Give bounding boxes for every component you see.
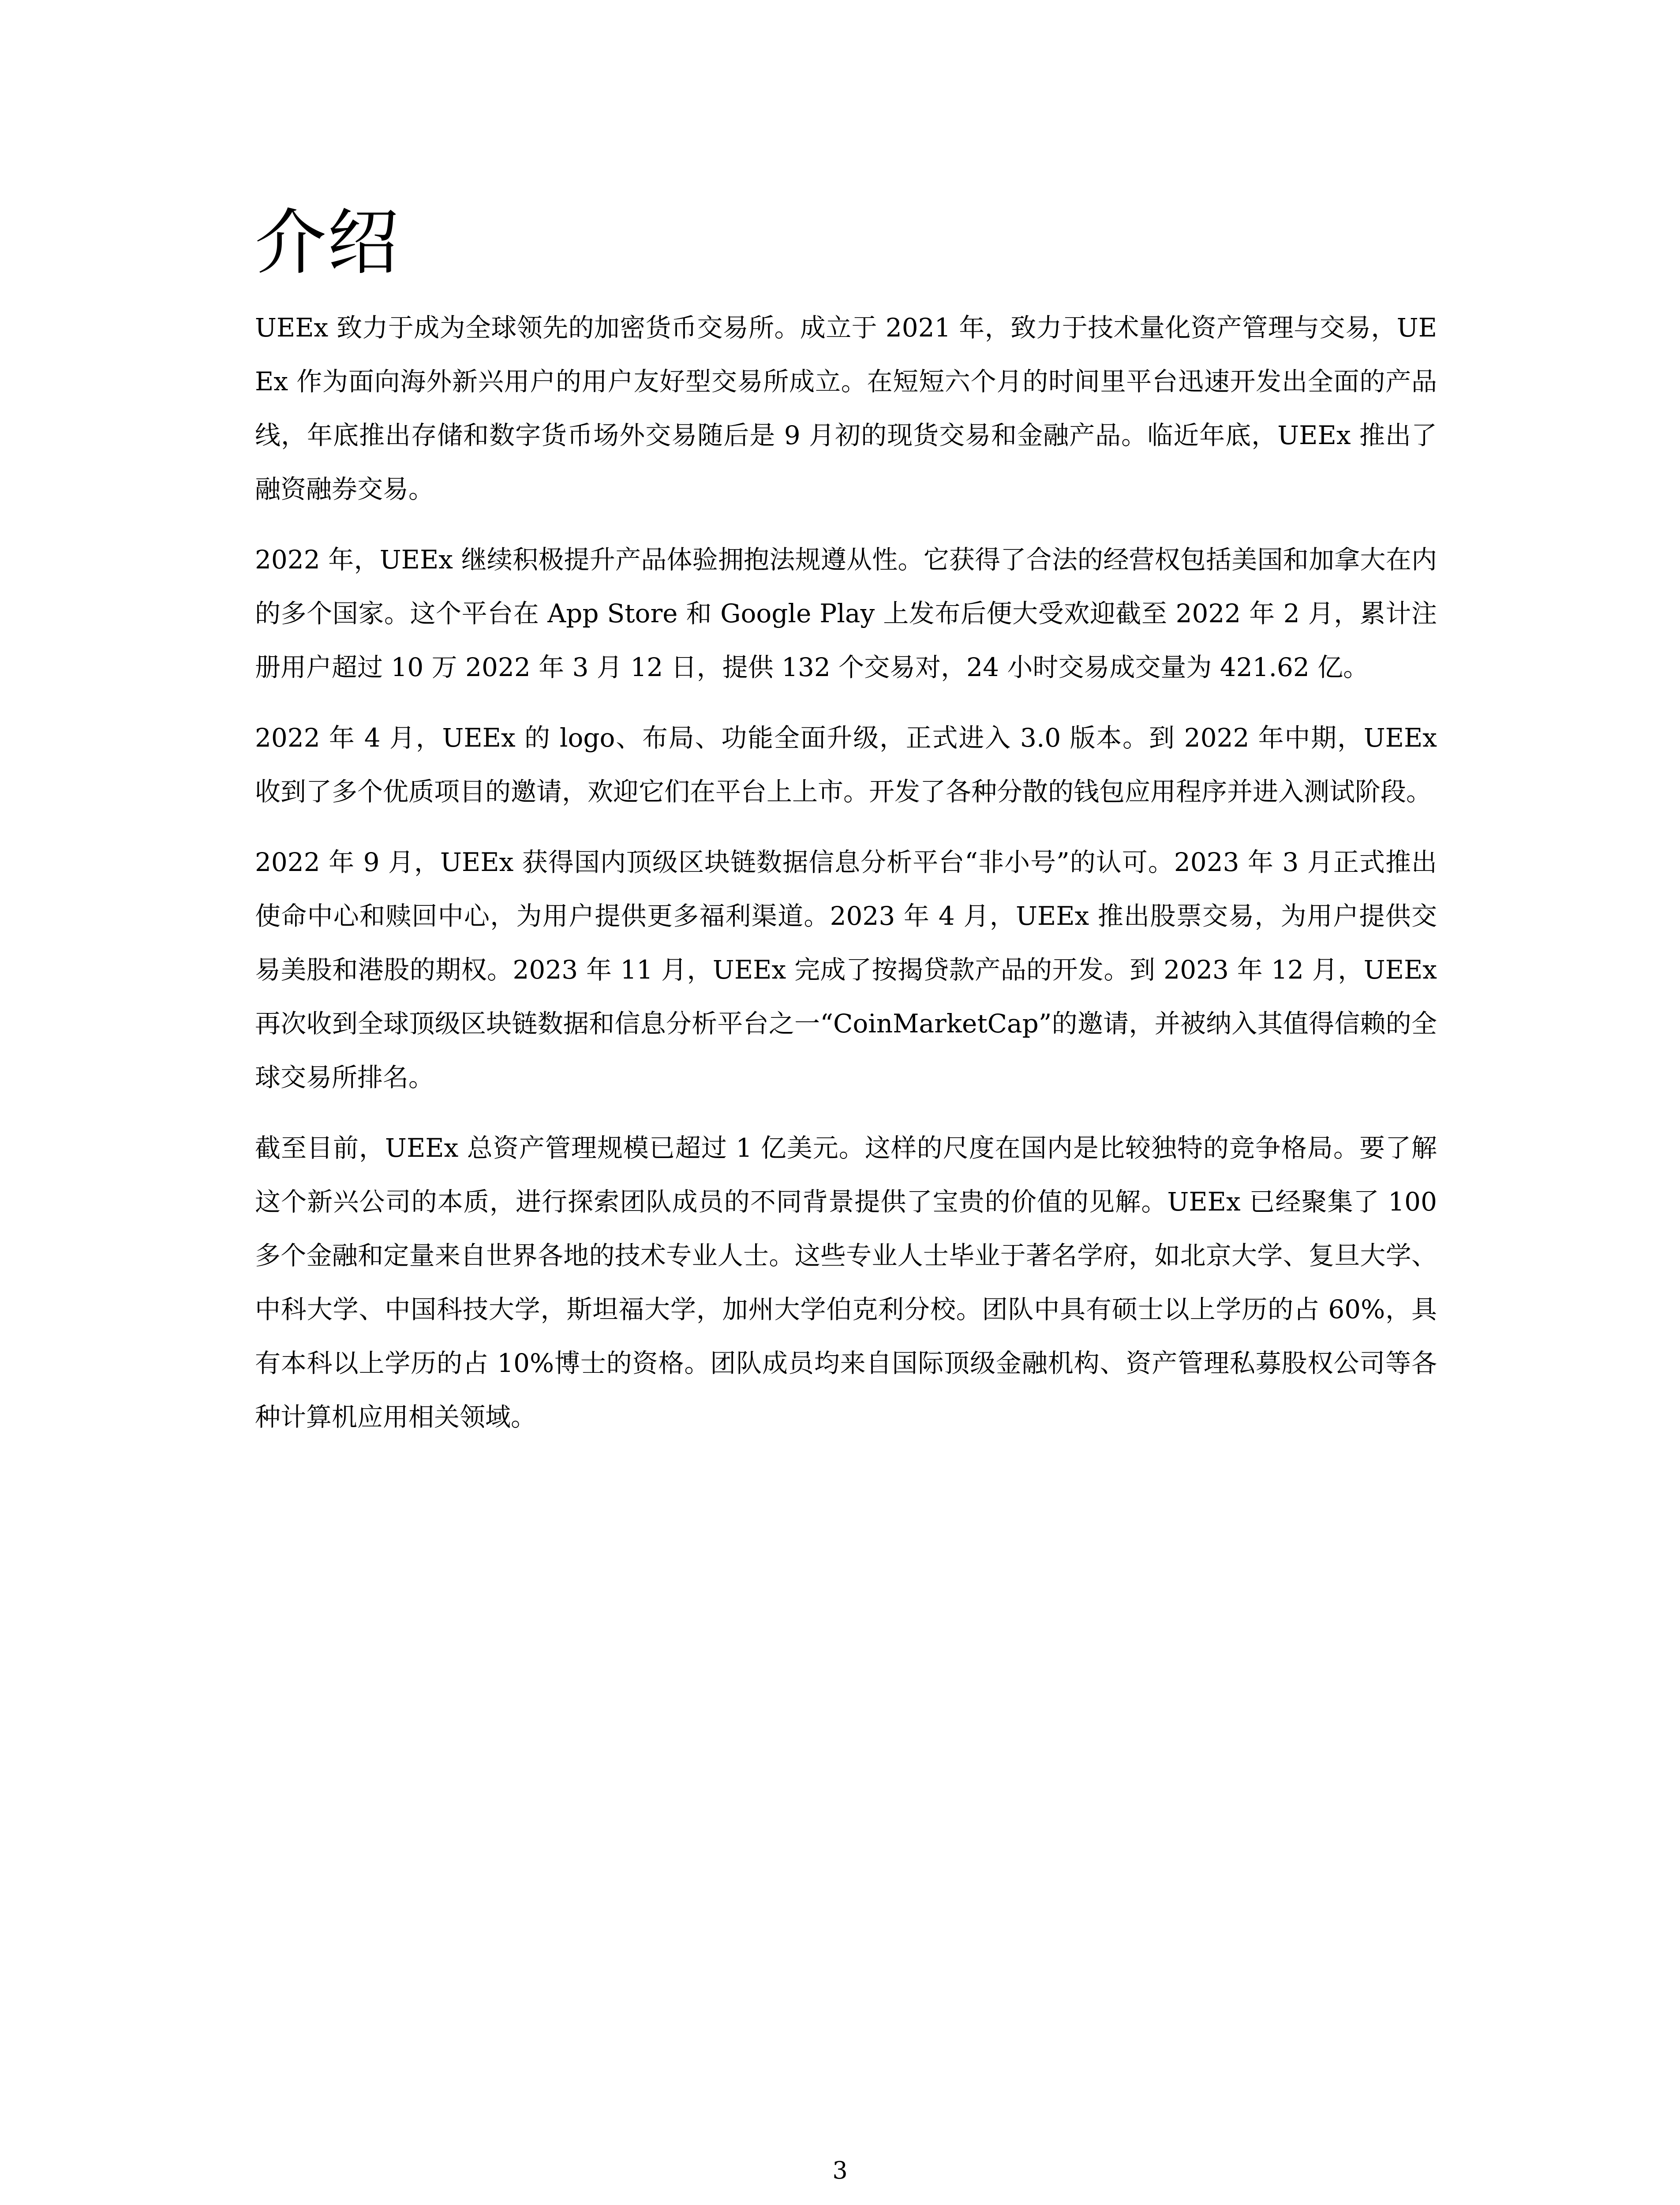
- page-number: 3: [832, 2156, 848, 2184]
- page-title: 介绍: [255, 202, 400, 284]
- paragraph-3: 2022 年 4 月，UEEx 的 logo、布局、功能全面升级，正式进入 3.0 版本。到 2022 年中期，UEEx 收到了多个优质项目的邀请，欢迎它们在平台上上市。开发了各种分散的钱包应用程序并进入测试阶段。: [255, 723, 1437, 807]
- paragraph-1: UEEx 致力于成为全球领先的加密货币交易所。成立于 2021 年，致力于技术量化资产管理与交易，UEEx 作为面向海外新兴用户的用户友好型交易所成立。在短短六个月的时间里平台迅速开发出全面的产品线，年底推出存储和数字货币场外交易随后是 9 月初的现货交易和金融产品。临近年底，UEEx 推出了融资融券交易。: [255, 313, 1437, 504]
- document-body: [255, 202, 1437, 1461]
- paragraph-5: 截至目前，UEEx 总资产管理规模已超过 1 亿美元。这样的尺度在国内是比较独特的竞争格局。要了解这个新兴公司的本质，进行探索团队成员的不同背景提供了宝贵的价值的见解。UEEx 已经聚集了 100 多个金融和定量来自世界各地的技术专业人士。这些专业人士毕业于著名学府，如北京大学、复旦大学、中科大学、中国科技大学，斯坦福大学，加州大学伯克利分校。团队中具有硕士以上学历的占 60%，具有本科以上学历的占 10%博士的资格。团队成员均来自国际顶级金融机构、资产管理私募股权公司等各种计算机应用相关领域。: [255, 1133, 1437, 1432]
- paragraph-2: 2022 年，UEEx 继续积极提升产品体验拥抱法规遵从性。它获得了合法的经营权包括美国和加拿大在内的多个国家。这个平台在 App Store 和 Google Play 上发布后便大受欢迎截至 2022 年 2 月，累计注册用户超过 10 万 2022 年 3 月 12 日，提供 132 个交易对，24 小时交易成交量为 421.62 亿。: [255, 545, 1437, 682]
- paragraph-4: 2022 年 9 月，UEEx 获得国内顶级区块链数据信息分析平台“非小号”的认可。2023 年 3 月正式推出使命中心和赎回中心，为用户提供更多福利渠道。2023 年 4 月，UEEx 推出股票交易，为用户提供交易美股和港股的期权。2023 年 11 月，UEEx 完成了按揭贷款产品的开发。到 2023 年 12 月，UEEx 再次收到全球顶级区块链数据和信息分析平台之一“CoinMarketCap”的邀请，并被纳入其值得信赖的全球交易所排名。: [255, 847, 1437, 1092]
